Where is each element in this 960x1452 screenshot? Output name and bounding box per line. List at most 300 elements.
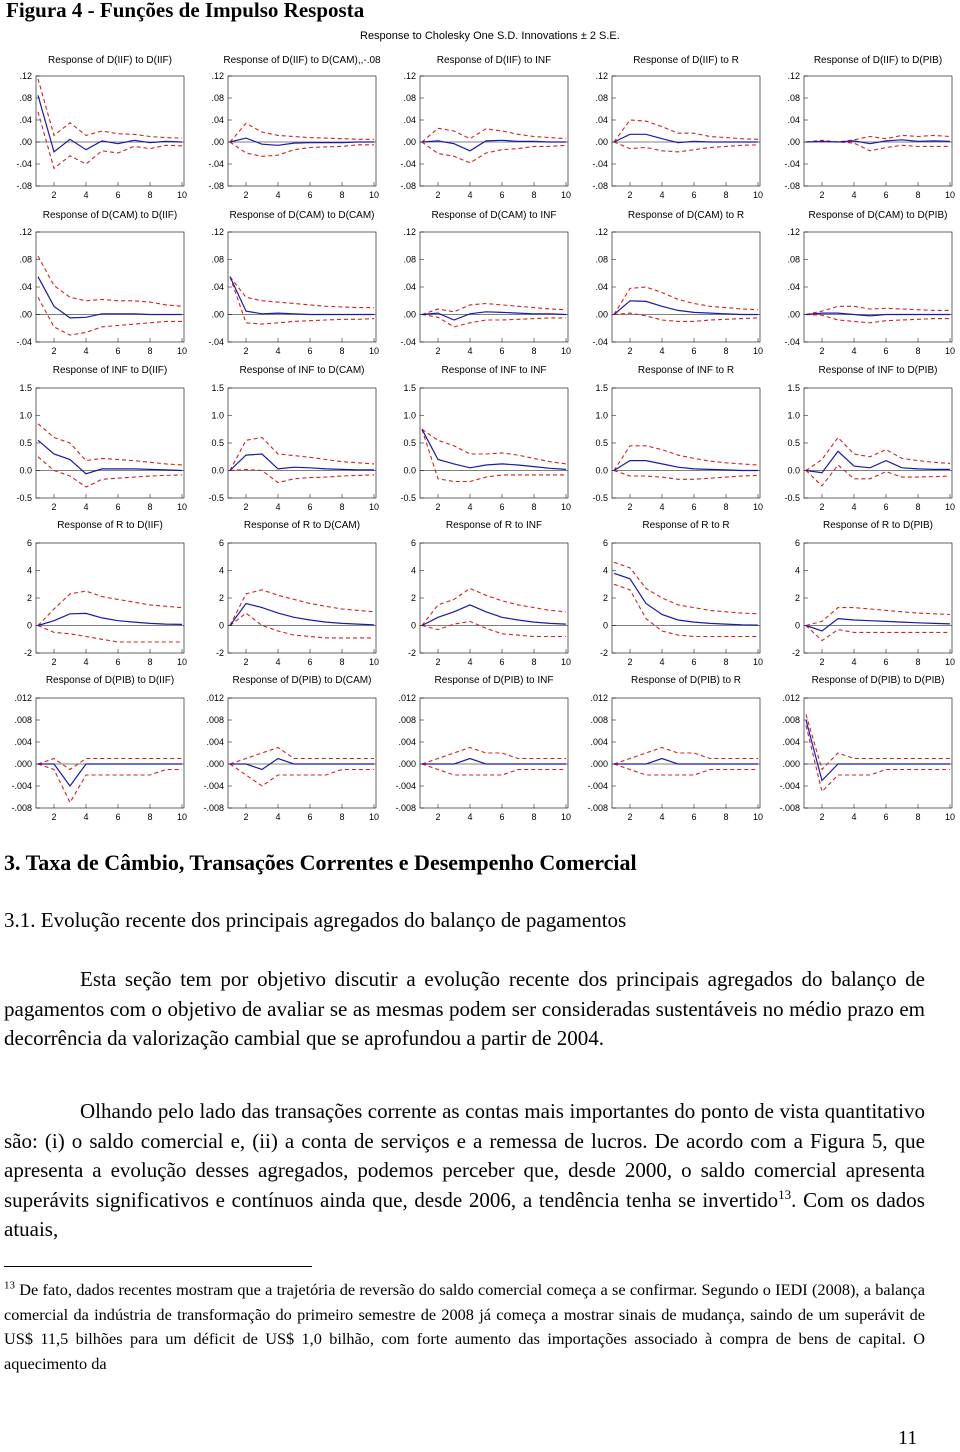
response-line bbox=[806, 720, 950, 781]
panel-title: Response of D(PIB) to D(CAM) bbox=[232, 675, 372, 686]
y-tick-label: .000 bbox=[590, 759, 608, 769]
y-tick-label: .004 bbox=[782, 737, 800, 747]
x-tick-label: 2 bbox=[627, 502, 633, 512]
footnote-separator bbox=[4, 1266, 312, 1267]
lower-band-line bbox=[614, 471, 758, 480]
y-tick-label: 0 bbox=[794, 620, 800, 631]
paragraph-text: . Com os dados atuais, bbox=[4, 1187, 925, 1241]
y-tick-label: -.04 bbox=[16, 159, 32, 169]
y-tick-label: 0.0 bbox=[787, 465, 800, 476]
x-tick-label: 8 bbox=[723, 190, 729, 200]
y-tick-label: 6 bbox=[218, 538, 224, 548]
lower-band-line bbox=[614, 584, 758, 636]
x-tick-label: 2 bbox=[627, 657, 633, 667]
x-tick-label: 10 bbox=[944, 190, 956, 200]
y-tick-label: 1.5 bbox=[19, 383, 32, 393]
panel-frame bbox=[228, 698, 376, 808]
x-tick-label: 6 bbox=[883, 346, 889, 356]
lower-band-line bbox=[38, 457, 182, 487]
y-tick-label: .000 bbox=[398, 759, 416, 769]
x-tick-label: 4 bbox=[83, 812, 89, 822]
y-tick-label: .08 bbox=[211, 254, 224, 265]
x-tick-label: 8 bbox=[723, 657, 729, 667]
response-line bbox=[38, 764, 182, 786]
y-tick-label: .04 bbox=[19, 282, 32, 292]
y-tick-label: 4 bbox=[794, 565, 800, 576]
footnote-reference: 13 bbox=[778, 1186, 792, 1202]
figure-subtitle: Response to Cholesky One S.D. Innovations ± 2 S.E. bbox=[360, 30, 620, 42]
x-tick-label: 2 bbox=[51, 657, 57, 667]
y-tick-label: .04 bbox=[211, 115, 224, 125]
upper-band-line bbox=[38, 424, 182, 465]
x-tick-label: 8 bbox=[339, 812, 345, 822]
y-tick-label: .00 bbox=[403, 309, 416, 320]
x-tick-label: 8 bbox=[339, 657, 345, 667]
x-tick-label: 10 bbox=[560, 812, 572, 822]
footnote-number: 13 bbox=[4, 1279, 15, 1292]
x-tick-label: 4 bbox=[275, 502, 281, 512]
y-tick-label: -.04 bbox=[784, 337, 800, 347]
y-tick-label: -.04 bbox=[16, 337, 32, 347]
y-tick-label: .000 bbox=[206, 759, 224, 769]
x-tick-label: 2 bbox=[627, 346, 633, 356]
x-tick-label: 6 bbox=[307, 346, 313, 356]
y-tick-label: 1.0 bbox=[403, 410, 416, 421]
paragraph bbox=[4, 1097, 925, 1245]
y-tick-label: .00 bbox=[787, 137, 800, 147]
panel-title: Response of R to D(PIB) bbox=[822, 520, 934, 531]
x-tick-label: 2 bbox=[51, 812, 57, 822]
lower-band-line bbox=[422, 764, 566, 775]
y-tick-label: -.08 bbox=[784, 181, 800, 191]
x-tick-label: 2 bbox=[435, 190, 441, 200]
y-tick-label: .004 bbox=[590, 737, 608, 747]
y-tick-label: -0.5 bbox=[208, 493, 224, 503]
y-tick-label: -0.5 bbox=[400, 493, 416, 503]
panel-title: Response of INF to R bbox=[637, 365, 735, 376]
y-tick-label: -0.5 bbox=[784, 493, 800, 503]
panel-frame bbox=[804, 76, 952, 186]
x-tick-label: 2 bbox=[627, 190, 633, 200]
y-tick-label: .012 bbox=[398, 693, 416, 703]
x-tick-label: 2 bbox=[435, 502, 441, 512]
y-tick-label: .12 bbox=[211, 227, 224, 237]
y-tick-label: 0.0 bbox=[403, 465, 416, 476]
y-tick-label: .008 bbox=[782, 715, 800, 725]
y-tick-label: 1.5 bbox=[211, 383, 224, 393]
y-tick-label: 1.5 bbox=[787, 383, 800, 393]
y-tick-label: -.08 bbox=[16, 181, 32, 191]
y-tick-label: 0.5 bbox=[403, 438, 416, 448]
x-tick-label: 10 bbox=[560, 190, 572, 200]
y-tick-label: .12 bbox=[19, 71, 32, 81]
response-line bbox=[230, 604, 374, 626]
y-tick-label: 1.0 bbox=[787, 410, 800, 421]
x-tick-label: 2 bbox=[435, 812, 441, 822]
y-tick-label: -.08 bbox=[592, 181, 608, 191]
y-tick-label: 0 bbox=[26, 620, 32, 631]
x-tick-label: 10 bbox=[368, 190, 380, 200]
x-tick-label: 8 bbox=[723, 346, 729, 356]
lower-band-line bbox=[806, 465, 950, 486]
upper-band-line bbox=[614, 446, 758, 471]
y-tick-label: -.004 bbox=[587, 781, 608, 791]
x-tick-label: 6 bbox=[115, 812, 121, 822]
panel-title: Response of D(IIF) to INF bbox=[436, 55, 552, 66]
x-tick-label: 8 bbox=[531, 346, 537, 356]
y-tick-label: .004 bbox=[206, 737, 224, 747]
panel-title: Response of INF to D(PIB) bbox=[818, 365, 938, 376]
y-tick-label: 1.5 bbox=[403, 383, 416, 393]
y-tick-label: -.008 bbox=[587, 803, 608, 813]
y-tick-label: 1.5 bbox=[595, 383, 608, 393]
y-tick-label: 2 bbox=[218, 593, 224, 603]
x-tick-label: 6 bbox=[307, 657, 313, 667]
panel-title: Response of D(IIF) to R bbox=[633, 55, 739, 66]
x-tick-label: 10 bbox=[368, 502, 380, 512]
y-tick-label: .012 bbox=[590, 693, 608, 703]
x-tick-label: 8 bbox=[915, 812, 921, 822]
x-tick-label: 4 bbox=[659, 657, 665, 667]
panel-title: Response of INF to D(CAM) bbox=[239, 365, 365, 376]
x-tick-label: 4 bbox=[851, 190, 857, 200]
y-tick-label: -2 bbox=[599, 648, 608, 658]
x-tick-label: 6 bbox=[499, 812, 505, 822]
panel-frame bbox=[612, 543, 760, 653]
panel-title: Response of D(CAM) to INF bbox=[431, 210, 557, 221]
x-tick-label: 6 bbox=[115, 657, 121, 667]
x-tick-label: 4 bbox=[83, 346, 89, 356]
y-tick-label: -.008 bbox=[11, 803, 32, 813]
x-tick-label: 2 bbox=[819, 657, 825, 667]
y-tick-label: -.08 bbox=[400, 181, 416, 191]
x-tick-label: 4 bbox=[851, 657, 857, 667]
y-tick-label: 1.0 bbox=[211, 410, 224, 421]
y-tick-label: -.008 bbox=[203, 803, 224, 813]
panel-frame bbox=[420, 76, 568, 186]
upper-band-line bbox=[230, 123, 374, 142]
y-tick-label: 0.5 bbox=[595, 438, 608, 448]
y-tick-label: .12 bbox=[595, 227, 608, 237]
lower-band-line bbox=[38, 112, 182, 169]
y-tick-label: -.008 bbox=[395, 803, 416, 813]
panel-frame bbox=[420, 232, 568, 342]
y-tick-label: 4 bbox=[26, 565, 32, 576]
x-tick-label: 10 bbox=[944, 502, 956, 512]
upper-band-line bbox=[422, 588, 566, 625]
x-tick-label: 10 bbox=[944, 346, 956, 356]
x-tick-label: 8 bbox=[531, 657, 537, 667]
x-tick-label: 10 bbox=[752, 657, 764, 667]
response-line bbox=[614, 301, 758, 315]
y-tick-label: .012 bbox=[782, 693, 800, 703]
y-tick-label: .008 bbox=[14, 715, 32, 725]
x-tick-label: 4 bbox=[83, 190, 89, 200]
x-tick-label: 8 bbox=[723, 502, 729, 512]
x-tick-label: 10 bbox=[752, 190, 764, 200]
x-tick-label: 4 bbox=[83, 502, 89, 512]
response-line bbox=[38, 613, 182, 625]
y-tick-label: .04 bbox=[787, 115, 800, 125]
upper-band-line bbox=[38, 591, 182, 625]
panel-title: Response of D(CAM) to D(PIB) bbox=[808, 210, 948, 221]
y-tick-label: .04 bbox=[19, 115, 32, 125]
figure-title: Figura 4 - Funções de Impulso Resposta bbox=[6, 0, 365, 22]
y-tick-label: -.08 bbox=[208, 181, 224, 191]
panel-title: Response of R to R bbox=[642, 520, 730, 531]
lower-band-line bbox=[422, 429, 566, 481]
x-tick-label: 2 bbox=[243, 346, 249, 356]
response-line bbox=[38, 277, 182, 318]
panel-title: Response of R to D(IIF) bbox=[57, 520, 163, 531]
panel-title: Response of D(PIB) to D(PIB) bbox=[811, 675, 945, 686]
panel-frame bbox=[420, 698, 568, 808]
y-tick-label: .08 bbox=[211, 93, 224, 103]
y-tick-label: .08 bbox=[595, 254, 608, 265]
y-tick-label: -.04 bbox=[592, 159, 608, 169]
x-tick-label: 6 bbox=[499, 657, 505, 667]
x-tick-label: 6 bbox=[307, 812, 313, 822]
section-heading: 3. Taxa de Câmbio, Transações Correntes e Desempenho Comercial bbox=[4, 850, 637, 875]
x-tick-label: 8 bbox=[147, 812, 153, 822]
y-tick-label: 2 bbox=[410, 593, 416, 603]
x-tick-label: 6 bbox=[883, 190, 889, 200]
x-tick-label: 6 bbox=[115, 346, 121, 356]
x-tick-label: 8 bbox=[531, 812, 537, 822]
x-tick-label: 6 bbox=[883, 502, 889, 512]
upper-band-line bbox=[422, 429, 566, 464]
lower-band-line bbox=[38, 626, 182, 643]
response-line bbox=[614, 759, 758, 765]
y-tick-label: 6 bbox=[602, 538, 608, 548]
x-tick-label: 2 bbox=[819, 190, 825, 200]
panel-title: Response of D(IIF) to D(IIF) bbox=[48, 55, 172, 66]
x-tick-label: 4 bbox=[851, 812, 857, 822]
x-tick-label: 2 bbox=[243, 812, 249, 822]
y-tick-label: .08 bbox=[19, 254, 32, 265]
x-tick-label: 10 bbox=[944, 812, 956, 822]
response-line bbox=[614, 461, 758, 471]
upper-band-line bbox=[806, 715, 950, 770]
x-tick-label: 4 bbox=[659, 502, 665, 512]
y-tick-label: 4 bbox=[602, 565, 608, 576]
response-line bbox=[38, 95, 182, 152]
y-tick-label: .12 bbox=[595, 71, 608, 81]
panel-frame bbox=[36, 76, 184, 186]
y-tick-label: .00 bbox=[787, 309, 800, 320]
x-tick-label: 4 bbox=[83, 657, 89, 667]
x-tick-label: 4 bbox=[851, 346, 857, 356]
x-tick-label: 2 bbox=[819, 346, 825, 356]
panel-title: Response of INF to D(IIF) bbox=[52, 365, 168, 376]
upper-band-line bbox=[38, 79, 182, 138]
y-tick-label: .04 bbox=[403, 115, 416, 125]
y-tick-label: .04 bbox=[595, 282, 608, 292]
panel-frame bbox=[228, 76, 376, 186]
y-tick-label: .00 bbox=[211, 137, 224, 147]
y-tick-label: 2 bbox=[26, 593, 32, 603]
y-tick-label: -.04 bbox=[592, 337, 608, 347]
y-tick-label: 0.5 bbox=[211, 438, 224, 448]
y-tick-label: -2 bbox=[791, 648, 800, 658]
x-tick-label: 10 bbox=[752, 346, 764, 356]
y-tick-label: .08 bbox=[595, 93, 608, 103]
lower-band-line bbox=[422, 142, 566, 163]
paragraph: Esta seção tem por objetivo discutir a evolução recente dos principais agregados do balanço de pagamentos com o objetivo de avaliar se as mesmas podem ser consideradas sustentáveis no médio prazo em decorrência da valorização cambial que se aprofundou a partir de 2004. bbox=[4, 967, 925, 1050]
panel-frame bbox=[420, 388, 568, 498]
x-tick-label: 4 bbox=[467, 190, 473, 200]
y-tick-label: 0 bbox=[410, 620, 416, 631]
y-tick-label: .12 bbox=[787, 71, 800, 81]
panel-frame bbox=[804, 698, 952, 808]
y-tick-label: .04 bbox=[787, 282, 800, 292]
x-tick-label: 2 bbox=[243, 657, 249, 667]
paragraph-text: Olhando pelo lado das transações corrente as contas mais importantes do ponto de vista quantitativo são: (i) o saldo comercial e, (ii) a conta de serviços e a remessa de lucros. De acordo com a Figura 5, que apresenta a evolução desses agregados, podemos perceber que, desde 2000, o saldo comercial apresenta superávits significativos e contínuos ainda que, desde 2006, a tendência tenha se invertido bbox=[4, 1099, 925, 1212]
x-tick-label: 4 bbox=[659, 812, 665, 822]
y-tick-label: 0 bbox=[602, 620, 608, 631]
y-tick-label: -2 bbox=[215, 648, 224, 658]
y-tick-label: 6 bbox=[26, 538, 32, 548]
panel-title: Response of D(CAM) to D(CAM) bbox=[229, 210, 375, 221]
x-tick-label: 8 bbox=[915, 190, 921, 200]
y-tick-label: -.004 bbox=[395, 781, 416, 791]
x-tick-label: 8 bbox=[915, 502, 921, 512]
x-tick-label: 2 bbox=[51, 346, 57, 356]
lower-band-line bbox=[230, 142, 374, 156]
x-tick-label: 6 bbox=[691, 502, 697, 512]
x-tick-label: 4 bbox=[275, 657, 281, 667]
panel-frame bbox=[612, 698, 760, 808]
upper-band-line bbox=[614, 120, 758, 142]
x-tick-label: 6 bbox=[691, 657, 697, 667]
x-tick-label: 2 bbox=[627, 812, 633, 822]
y-tick-label: .04 bbox=[595, 115, 608, 125]
y-tick-label: -.04 bbox=[208, 337, 224, 347]
x-tick-label: 4 bbox=[275, 812, 281, 822]
x-tick-label: 2 bbox=[435, 657, 441, 667]
panel-frame bbox=[228, 543, 376, 653]
x-tick-label: 4 bbox=[467, 346, 473, 356]
panel-title: Response of R to D(CAM) bbox=[243, 520, 361, 531]
y-tick-label: 0.0 bbox=[595, 465, 608, 476]
x-tick-label: 6 bbox=[499, 502, 505, 512]
lower-band-line bbox=[614, 764, 758, 775]
x-tick-label: 8 bbox=[339, 502, 345, 512]
lower-band-line bbox=[230, 277, 374, 324]
x-tick-label: 2 bbox=[243, 190, 249, 200]
y-tick-label: 0 bbox=[218, 620, 224, 631]
x-tick-label: 10 bbox=[176, 190, 188, 200]
y-tick-label: 1.0 bbox=[595, 410, 608, 421]
x-tick-label: 6 bbox=[115, 502, 121, 512]
x-tick-label: 8 bbox=[531, 190, 537, 200]
y-tick-label: 2 bbox=[602, 593, 608, 603]
response-line bbox=[38, 440, 182, 474]
panel-frame bbox=[612, 232, 760, 342]
response-line bbox=[422, 429, 566, 469]
x-tick-label: 10 bbox=[560, 657, 572, 667]
x-tick-label: 10 bbox=[176, 812, 188, 822]
panel-frame bbox=[612, 76, 760, 186]
x-tick-label: 6 bbox=[307, 190, 313, 200]
x-tick-label: 6 bbox=[883, 657, 889, 667]
y-tick-label: .12 bbox=[403, 71, 416, 81]
y-tick-label: -.04 bbox=[400, 337, 416, 347]
y-tick-label: -2 bbox=[23, 648, 32, 658]
panel-title: Response of D(CAM) to R bbox=[627, 210, 745, 221]
y-tick-label: .004 bbox=[14, 737, 32, 747]
y-tick-label: .00 bbox=[211, 309, 224, 320]
response-line bbox=[230, 277, 374, 315]
x-tick-label: 4 bbox=[275, 346, 281, 356]
x-tick-label: 6 bbox=[499, 346, 505, 356]
panel-frame bbox=[804, 543, 952, 653]
y-tick-label: .000 bbox=[14, 759, 32, 769]
upper-band-line bbox=[230, 590, 374, 626]
x-tick-label: 2 bbox=[51, 502, 57, 512]
y-tick-label: .08 bbox=[403, 93, 416, 103]
y-tick-label: 2 bbox=[794, 593, 800, 603]
y-tick-label: .12 bbox=[787, 227, 800, 237]
y-tick-label: .012 bbox=[14, 693, 32, 703]
x-tick-label: 8 bbox=[147, 346, 153, 356]
y-tick-label: -2 bbox=[407, 648, 416, 658]
y-tick-label: -.04 bbox=[400, 159, 416, 169]
panel-title: Response of D(CAM) to D(IIF) bbox=[42, 210, 178, 221]
y-tick-label: -.04 bbox=[208, 159, 224, 169]
y-tick-label: 4 bbox=[218, 565, 224, 576]
y-tick-label: .00 bbox=[595, 137, 608, 147]
upper-band-line bbox=[230, 277, 374, 308]
y-tick-label: .08 bbox=[787, 254, 800, 265]
x-tick-label: 10 bbox=[368, 346, 380, 356]
upper-band-line bbox=[422, 304, 566, 315]
panel-frame bbox=[804, 388, 952, 498]
x-tick-label: 10 bbox=[560, 346, 572, 356]
y-tick-label: .00 bbox=[19, 309, 32, 320]
panel-frame bbox=[228, 388, 376, 498]
x-tick-label: 4 bbox=[467, 657, 473, 667]
y-tick-label: -.004 bbox=[11, 781, 32, 791]
footnote bbox=[4, 1278, 925, 1376]
x-tick-label: 6 bbox=[691, 346, 697, 356]
lower-band-line bbox=[806, 142, 950, 151]
lower-band-line bbox=[806, 626, 950, 641]
y-tick-label: 6 bbox=[794, 538, 800, 548]
y-tick-label: .008 bbox=[590, 715, 608, 725]
upper-band-line bbox=[230, 748, 374, 765]
panel-title: Response of D(IIF) to D(PIB) bbox=[813, 55, 943, 66]
y-tick-label: 0.5 bbox=[787, 438, 800, 448]
upper-band-line bbox=[422, 748, 566, 765]
x-tick-label: 6 bbox=[691, 190, 697, 200]
x-tick-label: 2 bbox=[819, 812, 825, 822]
y-tick-label: .004 bbox=[398, 737, 416, 747]
x-tick-label: 8 bbox=[915, 346, 921, 356]
response-line bbox=[422, 312, 566, 320]
panel-title: Response of D(PIB) to R bbox=[630, 675, 742, 686]
x-tick-label: 2 bbox=[435, 346, 441, 356]
y-tick-label: 0.0 bbox=[211, 465, 224, 476]
x-tick-label: 2 bbox=[819, 502, 825, 512]
lower-band-line bbox=[38, 297, 182, 335]
x-tick-label: 4 bbox=[275, 190, 281, 200]
y-tick-label: .00 bbox=[19, 137, 32, 147]
x-tick-label: 4 bbox=[467, 812, 473, 822]
lower-band-line bbox=[230, 764, 374, 786]
x-tick-label: 10 bbox=[368, 657, 380, 667]
y-tick-label: 0.5 bbox=[19, 438, 32, 448]
